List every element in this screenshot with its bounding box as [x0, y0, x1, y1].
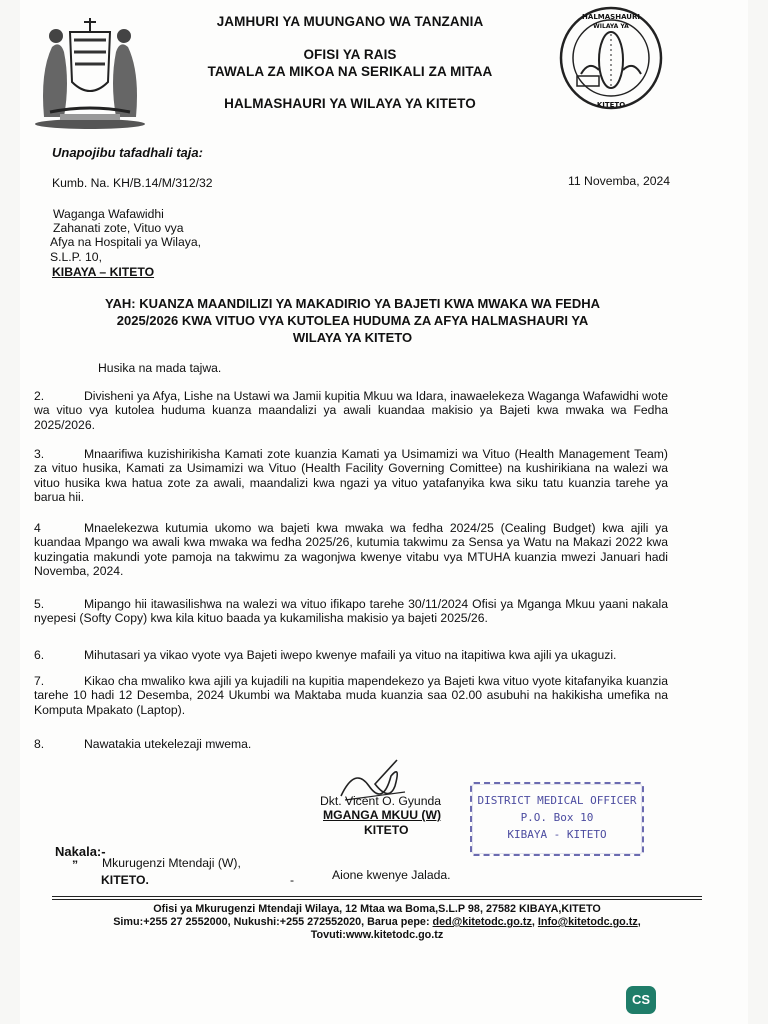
footer-website[interactable]: Tovuti:www.kitetodc.go.tz [310, 929, 444, 941]
seal-text-top: HALMASHAURI [582, 13, 640, 21]
paragraph-text: Mihutasari ya vikao vyote vya Bajeti iwepo kwenye mafaili ya vituo na itapitiwa kwa ajili ya ukaguzi. [84, 648, 617, 662]
camscanner-logo-icon: CS [626, 986, 656, 1014]
paragraph-number: 4 [34, 521, 41, 535]
paragraph-number: 2. [34, 389, 45, 403]
footer-divider [52, 896, 702, 897]
copies-label: Nakala:- [55, 844, 106, 859]
letter-date: 11 Novemba, 2024 [568, 174, 671, 188]
paragraph-number: 7. [34, 674, 45, 688]
footer-divider [52, 899, 702, 900]
paragraph [34, 521, 668, 579]
paragraph-number: 5. [34, 597, 45, 611]
paragraph [34, 389, 668, 432]
paragraph-text: Divisheni ya Afya, Lishe na Ustawi wa Jamii kupitia Mkuu wa Idara, inawaelekeza Waganga Wafawidhi wote wa vituo vya kutolea huduma kuanza maandalizi ya awali kuandaa makisio ya Bajeti kwa mwaka wa Fedha 2025/2026. [34, 389, 668, 432]
paragraph [34, 648, 668, 662]
footer-email-link[interactable]: ded@kitetodc.go.tz [432, 916, 532, 928]
footer-address: Ofisi ya Mkurugenzi Mtendaji Wilaya, 12 Mtaa wa Boma,S.L.P 98, 27582 KIBAYA,KITETO [153, 903, 601, 915]
copies-quote-mark: ” [72, 858, 79, 872]
paragraph [34, 447, 668, 505]
copies-note: Aione kwenye Jalada. [332, 868, 451, 882]
paragraph-text: Nawatakia utekelezaji mwema. [84, 737, 252, 751]
header-council: HALMASHAURI YA WILAYA YA KITETO [224, 96, 476, 111]
subject-line: YAH: KUANZA MAANDILIZI YA MAKADIRIO YA BAJETI KWA MWAKA WA FEDHA [105, 296, 600, 311]
addressee-line: Zahanati zote, Vituo vya [53, 221, 184, 235]
paragraph-number: 8. [34, 737, 45, 751]
subject-line: WILAYA YA KITETO [292, 330, 413, 345]
paragraph-text: Mipango hii itawasilishwa na walezi wa vituo ifikapo tarehe 30/11/2024 Ofisi ya Mganga Mkuu yaani nakala nyepesi (Softy Copy) kwa kila kituo baada ya kukamilisha makisio ya bajeti 2025/26. [34, 597, 668, 626]
district-seal [555, 4, 667, 112]
addressee-location: KIBAYA – KITETO [52, 265, 155, 279]
footer-email-link[interactable]: Info@kitetodc.go.tz [537, 916, 638, 928]
signatory-title: MGANGA MKUU (W) [323, 808, 442, 822]
footer-separator: , [531, 916, 538, 928]
paragraph-number: 6. [34, 648, 45, 662]
header-ministry: TAWALA ZA MIKOA NA SERIKALI ZA MITAA [207, 64, 493, 79]
copies-recipient: Mkurugenzi Mtendaji (W), [102, 856, 241, 870]
paragraph [34, 674, 668, 717]
footer-separator: , [637, 916, 641, 928]
signatory-place: KITETO [364, 823, 409, 837]
stamp-line: KIBAYA - KITETO [507, 828, 607, 841]
footer-contacts [52, 916, 702, 929]
addressee-line: Afya na Hospitali ya Wilaya, [50, 235, 202, 249]
paragraph-number: 3. [34, 447, 45, 461]
coat-of-arms-emblem [30, 12, 150, 130]
paragraph-text: Kikao cha mwaliko kwa ajili ya kujadili na kupitia mapendekezo ya Bajeti kwa vituo vyote kitafanyika kuanzia tarehe 10 hadi 12 Desemba, 2024 Ukumbi wa Maktaba muda kuanzia saa 02.00 asubuhi na hakikisha umefika na Komputa Mpakato (Laptop). [34, 674, 668, 717]
office-stamp [470, 782, 644, 856]
subject-line: 2025/2026 KWA VITUO VYA KUTOLEA HUDUMA ZA AFYA HALMASHAURI YA [116, 313, 589, 328]
paragraph [34, 737, 668, 751]
addressee-line: Waganga Wafawidhi [53, 207, 164, 221]
header-republic: JAMHURI YA MUUNGANO WA TANZANIA [216, 14, 484, 29]
addressee-line: S.L.P. 10, [50, 250, 102, 264]
intro-text: Husika na mada tajwa. [98, 361, 222, 375]
paragraph-text: Mnaelekezwa kutumia ukomo wa bajeti kwa mwaka wa fedha 2024/25 (Cealing Budget) kwa ajili ya kuandaa Mpango wa awali kwa mwaka wa fedha 2025/26, kutumia takwimu za Sensa ya Watu na Makazi 2022 kwa kuzingatia makundi yote pamoja na takwimu za wagonjwa kwenye vitabu vya MTUHA kuanzia mwezi Januari hadi Novemba, 2024. [34, 521, 668, 579]
copies-dash: - [290, 873, 295, 887]
paragraph-text: Mnaarifiwa kuzishirikisha Kamati zote kuanzia Kamati ya Usimamizi wa Vituo (Health Management Team) za vituo husika, Kamati za Usimamizi wa Vituo (Health Facility Governing Comittee) na kushirikiana na walezi wa vituo husika kwa hatua zote za awali, maandalizi kwa ngazi ya vituo yatafanyika kwa siku tatu kuanzia tarehe ya barua hii. [34, 447, 668, 505]
stamp-line: DISTRICT MEDICAL OFFICER [477, 794, 637, 807]
stamp-line: P.O. Box 10 [520, 811, 594, 824]
copies-recipient-place: KITETO. [101, 873, 149, 887]
reference-number: Kumb. Na. KH/B.14/M/312/32 [52, 176, 213, 190]
footer-phone: Simu:+255 27 2552000, Nukushi:+255 272552020, Barua pepe: [113, 916, 433, 928]
seal-text-middle: WILAYA YA [593, 23, 629, 30]
reply-note: Unapojibu tafadhali taja: [52, 145, 203, 160]
header-office: OFISI YA RAIS [303, 47, 397, 62]
seal-text-bottom: KITETO [596, 101, 626, 109]
signatory-name: Dkt. Vicent O. Gyunda [320, 794, 442, 808]
paragraph [34, 597, 668, 626]
